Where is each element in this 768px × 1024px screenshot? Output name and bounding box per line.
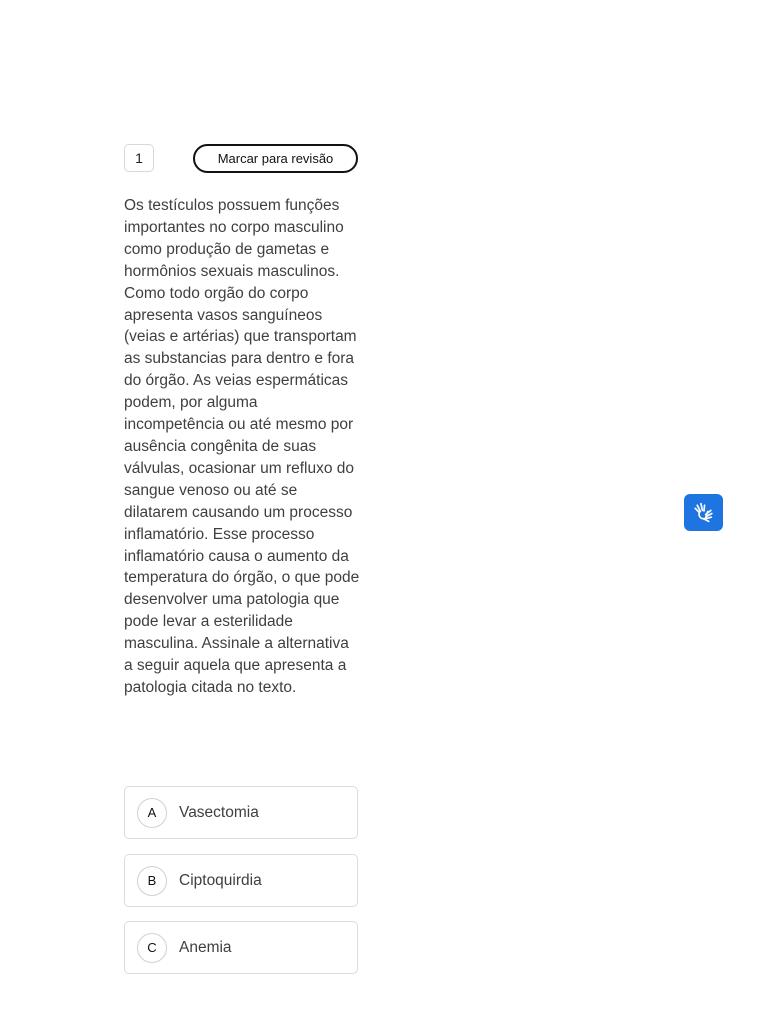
question-number: 1 bbox=[124, 144, 154, 172]
option-label: Ciptoquirdia bbox=[179, 872, 262, 889]
option-letter: B bbox=[137, 866, 167, 896]
option-label: Anemia bbox=[179, 939, 232, 956]
sign-language-accessibility-button[interactable] bbox=[684, 494, 723, 531]
sign-language-hands-icon bbox=[691, 500, 716, 525]
option-c[interactable] bbox=[124, 921, 358, 974]
option-letter: C bbox=[137, 933, 167, 963]
question-text: Os testículos possuem funções importantes no corpo masculino como produção de gametas e hormônios sexuais masculinos. Como todo orgão do corpo apresenta vasos sanguíneos (veias e artérias) que transportam as substancias para dentro e fora do órgão. As veias espermáticas podem, por alguma incompetência ou até mesmo por ausência congênita de suas válvulas, ocasionar um refluxo do sangue venoso ou até se dilatarem causando um processo inflamatório. Esse processo inflamatório causa o aumento da temperatura do órgão, o que pode desenvolver uma patologia que pode levar a esterilidade masculina. Assinale a alternativa a seguir aquela que apresenta a patologia citada no texto. bbox=[124, 197, 364, 696]
mark-for-review-button[interactable]: Marcar para revisão bbox=[193, 144, 358, 173]
option-label: Vasectomia bbox=[179, 804, 259, 821]
option-a[interactable] bbox=[124, 786, 358, 839]
option-b[interactable] bbox=[124, 854, 358, 907]
option-letter: A bbox=[137, 798, 167, 828]
question-header bbox=[124, 144, 358, 174]
